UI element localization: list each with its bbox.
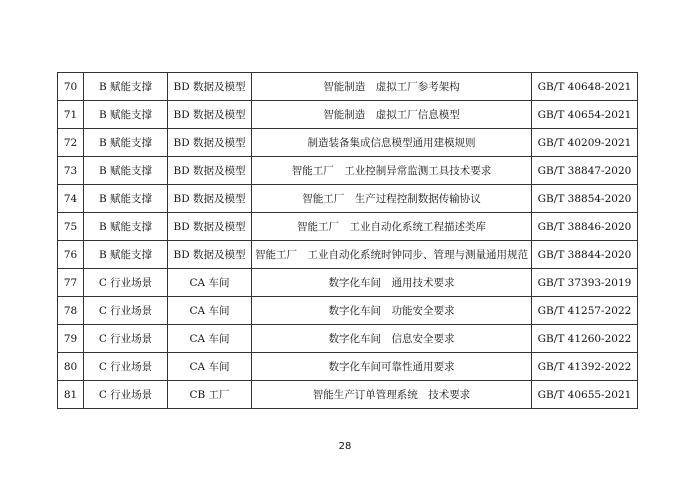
row-number-cell: 81	[58, 381, 84, 409]
standard-number-cell: GB/T 40654-2021	[532, 101, 638, 129]
page-number: 28	[338, 441, 352, 452]
row-number-cell: 74	[58, 185, 84, 213]
standard-name-cell: 智能生产订单管理系统 技术要求	[252, 381, 532, 409]
standard-number-cell: GB/T 38847-2020	[532, 157, 638, 185]
category-cell: B 赋能支撑	[84, 185, 168, 213]
table-row	[58, 325, 638, 353]
subcategory-cell: CA 车间	[168, 353, 252, 381]
table-row	[58, 185, 638, 213]
standard-name-cell: 智能工厂 生产过程控制数据传输协议	[252, 185, 532, 213]
subcategory-cell: BD 数据及模型	[168, 213, 252, 241]
standard-name-cell: 制造装备集成信息模型通用建模规则	[252, 129, 532, 157]
subcategory-cell: BD 数据及模型	[168, 157, 252, 185]
category-cell: B 赋能支撑	[84, 157, 168, 185]
standard-number-cell: GB/T 40648-2021	[532, 73, 638, 101]
standard-number-cell: GB/T 40209-2021	[532, 129, 638, 157]
subcategory-cell: BD 数据及模型	[168, 101, 252, 129]
table-row	[58, 129, 638, 157]
row-number-cell: 75	[58, 213, 84, 241]
row-number-cell: 76	[58, 241, 84, 269]
standard-name-cell: 数字化车间 信息安全要求	[252, 325, 532, 353]
row-number-cell: 71	[58, 101, 84, 129]
standard-name-cell: 智能制造 虚拟工厂信息模型	[252, 101, 532, 129]
standard-name-cell: 智能制造 虚拟工厂参考架构	[252, 73, 532, 101]
row-number-cell: 78	[58, 297, 84, 325]
category-cell: B 赋能支撑	[84, 101, 168, 129]
table-row	[58, 157, 638, 185]
standard-name-cell: 智能工厂 工业自动化系统时钟同步、管理与测量通用规范	[252, 241, 532, 269]
table-row	[58, 269, 638, 297]
category-cell: C 行业场景	[84, 297, 168, 325]
category-cell: B 赋能支撑	[84, 213, 168, 241]
row-number-cell: 79	[58, 325, 84, 353]
subcategory-cell: CA 车间	[168, 269, 252, 297]
standard-name-cell: 智能工厂 工业自动化系统工程描述类库	[252, 213, 532, 241]
table-row	[58, 101, 638, 129]
row-number-cell: 77	[58, 269, 84, 297]
subcategory-cell: BD 数据及模型	[168, 73, 252, 101]
standard-number-cell: GB/T 40655-2021	[532, 381, 638, 409]
standard-number-cell: GB/T 38844-2020	[532, 241, 638, 269]
standard-number-cell: GB/T 41392-2022	[532, 353, 638, 381]
subcategory-cell: CA 车间	[168, 297, 252, 325]
standard-number-cell: GB/T 37393-2019	[532, 269, 638, 297]
row-number-cell: 72	[58, 129, 84, 157]
table-row	[58, 297, 638, 325]
standards-table	[57, 72, 638, 409]
category-cell: B 赋能支撑	[84, 129, 168, 157]
row-number-cell: 73	[58, 157, 84, 185]
row-number-cell: 70	[58, 73, 84, 101]
standard-name-cell: 智能工厂 工业控制异常监测工具技术要求	[252, 157, 532, 185]
table-row	[58, 73, 638, 101]
category-cell: B 赋能支撑	[84, 73, 168, 101]
standard-number-cell: GB/T 38854-2020	[532, 185, 638, 213]
category-cell: C 行业场景	[84, 269, 168, 297]
row-number-cell: 80	[58, 353, 84, 381]
standard-name-cell: 数字化车间 功能安全要求	[252, 297, 532, 325]
category-cell: C 行业场景	[84, 325, 168, 353]
category-cell: C 行业场景	[84, 353, 168, 381]
category-cell: C 行业场景	[84, 381, 168, 409]
subcategory-cell: CB 工厂	[168, 381, 252, 409]
standards-table-body	[58, 73, 638, 409]
table-row	[58, 241, 638, 269]
table-row	[58, 381, 638, 409]
table-row	[58, 213, 638, 241]
table-row	[58, 353, 638, 381]
standard-number-cell: GB/T 41257-2022	[532, 297, 638, 325]
standard-name-cell: 数字化车间 通用技术要求	[252, 269, 532, 297]
subcategory-cell: BD 数据及模型	[168, 129, 252, 157]
subcategory-cell: BD 数据及模型	[168, 185, 252, 213]
standard-number-cell: GB/T 38846-2020	[532, 213, 638, 241]
standard-name-cell: 数字化车间可靠性通用要求	[252, 353, 532, 381]
standard-number-cell: GB/T 41260-2022	[532, 325, 638, 353]
category-cell: B 赋能支撑	[84, 241, 168, 269]
subcategory-cell: CA 车间	[168, 325, 252, 353]
subcategory-cell: BD 数据及模型	[168, 241, 252, 269]
